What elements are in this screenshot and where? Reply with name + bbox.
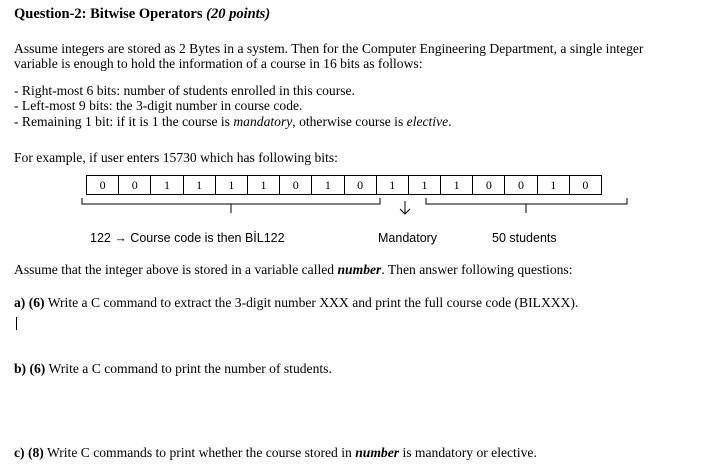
bit-cell: 0 [344,176,376,195]
bit-cell: 1 [441,176,473,195]
mandatory-label: Mandatory [378,231,438,245]
question-title-main: Question-2: Bitwise Operators [14,6,207,22]
bit-cell: 0 [569,176,601,195]
mandatory-arrow [400,201,410,214]
bit-cell: 0 [473,176,505,195]
question-a [14,295,578,311]
text-cursor [16,317,17,330]
bit-cell: 1 [312,176,344,195]
bullet-right-most: - Right-most 6 bits: number of students enrolled in this course. [14,83,355,98]
question-b [14,361,332,377]
example-intro: For example, if user enters 15730 which has following bits: [14,150,338,165]
intro-line-2: variable is enough to hold the information of a course in 16 bits as follows: [14,56,423,71]
right-brace [426,198,627,213]
students-label: 50 students [492,231,557,245]
bullet-remaining-pre: - Remaining 1 bit: if it is 1 the course is [14,114,234,129]
bit-cell: 0 [280,176,312,195]
question-c-post: is mandatory or elective. [399,445,537,460]
question-c-label: c) (8) [14,445,44,460]
bit-cell: 0 [87,176,119,195]
bit-cell: 1 [408,176,440,195]
bit-cell: 0 [119,176,151,195]
variable-name: number [337,262,382,277]
left-brace [82,198,380,213]
bit-cell: 1 [215,176,247,195]
course-code-label: 122 → Course code is then BİL122 [90,231,285,245]
question-c [14,445,537,461]
question-c-pre: Write C commands to print whether the course stored in [43,445,356,460]
bullet-remaining-mid: , otherwise course is [292,114,407,129]
bit-cell: 1 [183,176,215,195]
variable-name: number [355,445,400,460]
bullet-left-most: - Left-most 9 bits: the 3-digit number in course code. [14,98,303,113]
bit-cell: 1 [247,176,279,195]
assume-pre: Assume that the integer above is stored in a variable called [14,262,338,277]
bit-cell: 1 [151,176,183,195]
bit-cell: 1 [537,176,569,195]
question-points: (20 points) [206,6,271,22]
question-a-label: a) (6) [14,295,45,310]
question-b-text: Write a C command to print the number of students. [45,361,332,376]
bit-cell: 0 [505,176,537,195]
assume-post: . Then answer following questions: [381,262,573,277]
question-a-text: Write a C command to extract the 3-digit number XXX and print the full course code (BILXXX). [44,295,579,310]
question-b-label: b) (6) [14,361,46,376]
elective-term: elective [406,114,449,129]
assume-line [14,262,573,278]
bit-cell: 1 [376,176,408,195]
intro-line-1: Assume integers are stored as 2 Bytes in a system. Then for the Computer Engineering Department, a single integer [14,41,644,56]
bullet-remaining-end: . [448,114,452,129]
mandatory-term: mandatory [233,114,293,129]
